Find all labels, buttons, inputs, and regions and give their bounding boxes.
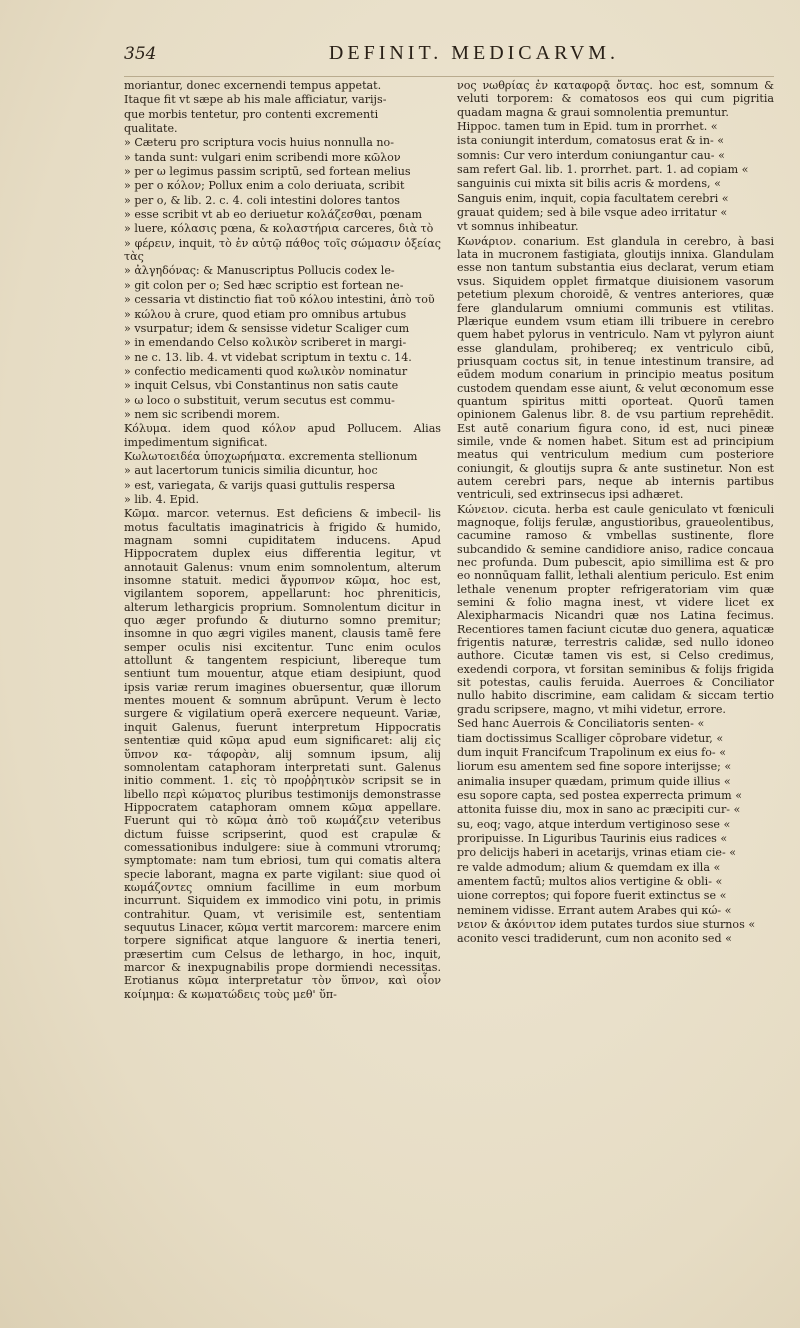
text-line: » lib. 4. Epid.	[124, 492, 200, 506]
text-line: » ne c. 13. lib. 4. vt videbat scriptum in textu c. 14.	[124, 350, 412, 364]
text-line: » ἀλγηδόνας: & Manuscriptus Pollucis codex le-	[124, 264, 395, 278]
text-line: » inquit Celsus, vbi Constantinus non satis caute	[124, 379, 399, 393]
text-line: qualitate.	[124, 122, 178, 136]
text-line: Κώνειον. cicuta. herba est caule geniculato vt fœniculi magnoque, folijs ferulæ, angustioribus, graueolentibus, cacumine ramoso & vmbellas sustinente, flore subcandido & semine candidiore aniso, radice concaua nec profunda. Dum pubescit, apio simillima est & pro eo nonnūquam fallit, lethali alentium periculo. Est enim lethale venenum propter refrigeratoriam vim quæ semini & folio magna inest, vt videre licet ex Alexipharmacis Nicandri quæ nos Latina fecimus. Recentiores tamen faciunt cicutæ duo genera, aquaticæ frigentis naturæ, terrestris calidæ, sed nullo idoneo authore. Cicutæ tamen vis est, si Celso credimus, exedendi corpora, vt forsitan seminibus & folijs frigida sit potestas, caulis feruida. Auerroes & Conciliator nullo habito discrimine, eam calidam & siccam tertio gradu scripsere, magno, vt mihi videtur, errore.	[457, 502, 774, 716]
text-line: que morbis tentetur, pro contenti excrementi	[124, 107, 379, 121]
text-line: » git colon per ο; Sed hæc scriptio est fortean ne-	[124, 278, 404, 292]
text-line: amentem factū; multos alios vertigine & obli- «	[457, 874, 723, 888]
text-line: νος νωθρίας ἐν καταφορᾷ ὄντας. hoc est, somnum & veluti torporem: & comatosos eos qui cum pigritia quadam magna & graui somnolentia premuntur.	[457, 79, 774, 119]
text-line: grauat quidem; sed à bile vsque adeo irritatur «	[457, 206, 728, 220]
text-line: Κωνάριον. conarium. Est glandula in cerebro, à basi lata in mucronem fastigiata, gloutijs innixa. Glandulam esse non tantum substantia eius declarat, verum etiam vsus. Siquidem opplet firmatque diuisionem vasorum petetium plexum choroidē, & ventres anteriores, quæ fere glandularum omniumi communis est vtilitas. Plærique eundem vsum etiam illi tribuere in cerebro quem habet pylorus in ventriculo. Nam vt pylyron aiunt esse glandulam, prohibereq; ex ventriculo cibū, priusquam coctus sit, in tenue intestinum transire, ad eūdem modum conarium in principio meatus positum custodem quendam esse aiunt, & velut œconomum esse quantum spiritus mitti oporteat. Quorū tamen opinionem Galenus libr. 8. de vsu partium reprehēdit. Est autē conarium figura cono, id est, nuci pineæ simile, vnde & nomen habet. Situm est ad principium meatus qui ventriculum medium cum posteriore coniungit, & gloutijs supra & ante sustinetur. Non est autem cerebri pars, neque ab internis partibus ventriculi, sed extrinsecus ipsi adhæret.	[457, 234, 774, 502]
text-line: » aut lacertorum tunicis similia dicuntur, hoc	[124, 464, 378, 478]
text-line: moriantur, donec excernendi tempus appetat.	[124, 79, 382, 92]
text-line: dum inquit Francifcum Trapolinum ex eius fo- «	[457, 745, 726, 759]
text-line: uione correptos; qui fopore fuerit extinctus se «	[457, 889, 727, 903]
text-columns	[124, 79, 774, 1307]
text-line: » vsurpatur; idem & sensisse videtur Scaliger cum	[124, 321, 410, 335]
text-line: ista coniungit interdum, comatosus erat & in- «	[457, 134, 725, 148]
text-line: » confectio medicamenti quod κωλικὸν nominatur	[124, 364, 408, 378]
text-line: vt somnus inhibeatur.	[457, 220, 579, 234]
text-line: » tanda sunt: vulgari enim scribendi more κῶλον	[124, 150, 401, 164]
text-line: Itaque fit vt sæpe ab his male afficiatur, varijs-	[124, 93, 387, 107]
text-line: sanguinis cui mixta sit bilis acris & mordens, «	[457, 177, 721, 191]
text-line: » cessaria vt distinctio fiat τοῦ κόλου intestini, ἀπὸ τοῦ	[124, 293, 435, 307]
text-line: » est, variegata, & varijs quasi guttulis respersa	[124, 478, 396, 492]
text-line: aconito vesci tradiderunt, cum non aconito sed «	[457, 932, 732, 946]
text-line: » ω loco ο substituit, verum secutus est commu-	[124, 393, 395, 407]
left-column	[124, 79, 441, 1307]
text-line: » luere, κόλασις pœna, & κολαστήρια carceres, διὰ τὸ	[124, 222, 434, 236]
text-line: liorum esu amentem sed fine sopore interijsse; «	[457, 760, 732, 774]
text-line: sam refert Gal. lib. 1. prorrhet. part. 1. ad copiam «	[457, 163, 749, 177]
text-line: » per ο, & lib. 2. c. 4. coli intestini dolores tantos	[124, 193, 400, 207]
text-line: νειον & ἀκόνιτον idem putates turdos siue sturnos «	[457, 917, 756, 931]
text-line: » Cæteru pro scriptura vocis huius nonnulla no-	[124, 136, 394, 150]
text-line: » κώλου à crure, quod etiam pro omnibus artubus	[124, 307, 407, 321]
text-line: Hippoc. tamen tum in Epid. tum in prorrhet. «	[457, 120, 718, 134]
text-line: » esse scribit vt ab eo deriuetur κολάζεσθαι, pœnam	[124, 208, 423, 222]
text-line: » in emendando Celso κολικὸν scriberet in margi-	[124, 336, 407, 350]
text-line: Κωλωτοειδέα ὑποχωρήματα. excrementa stellionum	[124, 449, 418, 463]
text-line: » nem sic scribendi morem.	[124, 407, 280, 421]
text-line: » per ο κόλον; Pollux enim a colo deriuata, scribit	[124, 179, 405, 193]
right-column	[457, 79, 774, 1307]
page-number: 354	[124, 44, 157, 64]
text-line: » per ω legimus passim scriptū, sed fortean melius	[124, 165, 411, 179]
text-line: pro delicijs haberi in acetarijs, vrinas etiam cie- «	[457, 846, 737, 860]
text-line: proripuisse. In Liguribus Taurinis eius radices «	[457, 831, 728, 845]
text-line: re valde admodum; alium & quemdam ex illa «	[457, 860, 721, 874]
text-line: neminem vidisse. Errant autem Arabes qui κώ- «	[457, 903, 732, 917]
text-line: Κόλυμα. idem quod κόλον apud Pollucem. Alias impedimentum significat.	[124, 422, 441, 449]
running-title: DEFINIT. MEDICARVM.	[328, 42, 620, 64]
text-line: somnis: Cur vero interdum coniungantur cau- «	[457, 148, 725, 162]
text-line: tiam doctissimus Scalliger cōprobare videtur, «	[457, 731, 724, 745]
text-line: Sanguis enim, inquit, copia facultatem cerebri «	[457, 191, 729, 205]
text-line: Κῶμα. marcor. veternus. Est deficiens & imbecil- lis motus facultatis imaginatricis à frigido & humido, magnam somni cupiditatem inducens. Apud Hippocratem duplex eius differentia legitur, vt annotauit Galenus: vnum enim somnolentum, alterum insomne statuit. medici ἄγρυπνον κῶμα, hoc est, vigilantem soporem, appellarunt: hoc phreniticis, alterum lethargicis proprium. Somnolentum dicitur in quo æger profundo & diuturno somno premitur; insomne in quo ægri vigiles manent, clausis tamē fere semper oculis nisi excitentur. Tunc enim oculos attollunt & tangentem respiciunt, libereque tum sentiunt tum mouentur, atque etiam desipiunt, quod ipsis variæ rerum imagines obuersentur, quæ illorum mentes mouent & somnum abrūpunt. Verum è lecto surgere & vigilatium operā exercere nequeunt. Variæ, inquit Galenus, fuerunt interpretum Hippocratis sententiæ quid κῶμα apud eum significaret: alij εἰς ὕπνον κα- τάφορὰν, alij somnum ipsum, alij somnolentam cataphoram interpretati sunt. Galenus initio comment. 1. εἰς τὸ προῤῥητικὸν scripsit se in libello περὶ κώματος pluribus testimonijs demonstrasse Hippocratem cataphoram omnem κῶμα appellare. Fuerunt qui τὸ κῶμα ἀπὸ τοῦ κωμάζειν veteribus dictum fuisse scripserint, quod est crapulæ & comessationibus indulgere: siue à communi vtrorumq; symptomate: nam tum ebriosi, tum qui comatis altera specie laborant, magna ex parte vigilant: siue quod οἱ κωμάζοντες omnium facillime in eum morbum incurrunt. Siquidem ex immodico vini potu, in primis contrahitur. Quam, vt verisimile est, sententiam sequutus Linacer, κῶμα vertit marcorem: marcere enim torpere significat atque languore & inertia teneri, præsertim cum Celsus de lethargo, in hoc, inquit, marcor & inexpugnabilis prope dormiendi necessitas. Erotianus κῶμα interpretatur τὸν ὕπνον, καὶ οἷον κοίμημα: & κωματώδεις τοὺς μεθ' ὕπ-	[124, 507, 441, 1001]
text-line: Sed hanc Auerrois & Conciliatoris senten- «	[457, 717, 705, 731]
page-header	[124, 42, 774, 77]
text-line: animalia insuper quædam, primum quide illius «	[457, 774, 731, 788]
text-line: » φέρειν, inquit, τὸ ἐν αὐτῷ πάθος τοῖς σώμασιν ὀξείας τὰς	[124, 236, 441, 264]
text-line: su, eoq; vago, atque interdum vertiginoso sese «	[457, 817, 731, 831]
text-line: esu sopore capta, sed postea experrecta primum «	[457, 788, 742, 802]
text-line: attonita fuisse diu, mox in sano ac præcipiti cur- «	[457, 803, 741, 817]
